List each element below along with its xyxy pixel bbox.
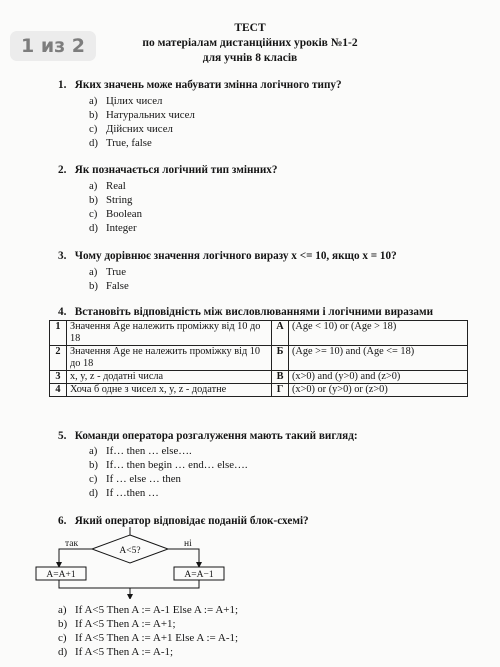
table-row xyxy=(50,321,468,346)
question-text: Як позначається логічний тип змінних? xyxy=(74,164,278,176)
expression-text: (x>0) or (y>0) or (z>0) xyxy=(289,384,468,397)
question-2-options xyxy=(89,179,142,235)
table-row xyxy=(50,371,468,384)
option-d: d) Integer xyxy=(89,222,137,234)
question-2 xyxy=(58,164,278,176)
question-text: Команди оператора розгалуження мають такий вигляд: xyxy=(74,430,358,442)
flowchart xyxy=(22,527,232,599)
question-text: Чому дорівнює значення логічного виразу x <= 10, якщо x = 10? xyxy=(74,250,397,262)
expression-text: (Age >= 10) and (Age <= 18) xyxy=(289,346,468,371)
option-d: d) True, false xyxy=(89,137,152,149)
statement-text: Значення Age не належить проміжку від 10 до 18 xyxy=(67,346,272,371)
option-b: b) If… then begin … end… else…. xyxy=(89,459,248,471)
question-1 xyxy=(58,79,342,91)
question-6 xyxy=(58,515,309,527)
question-3-options xyxy=(89,265,129,293)
table-row xyxy=(50,384,468,397)
question-number: 6. xyxy=(58,515,67,527)
question-text: Який оператор відповідає поданій блок-схемі? xyxy=(74,515,309,527)
question-5 xyxy=(58,430,358,442)
expression-text: (x>0) and (y>0) and (z>0) xyxy=(289,371,468,384)
question-5-options xyxy=(89,444,248,500)
option-b: b) String xyxy=(89,194,133,206)
merge-line xyxy=(59,580,199,588)
yes-label: так xyxy=(65,539,79,549)
statement-text: x, y, z - додатні числа xyxy=(67,371,272,384)
statement-number: 3 xyxy=(50,371,67,384)
test-subtitle: по матеріалам дистанційних уроків №1-2 xyxy=(142,37,358,49)
question-1-options xyxy=(89,94,195,150)
expression-letter: В xyxy=(272,371,289,384)
option-c: c) Boolean xyxy=(89,208,142,220)
option-b: b) Натуральних чисел xyxy=(89,109,195,121)
question-number: 1. xyxy=(58,79,67,91)
question-number: 2. xyxy=(58,164,67,176)
table-row xyxy=(50,346,468,371)
condition-label: A<5? xyxy=(119,546,141,556)
no-branch-line xyxy=(168,549,199,565)
statement-text: Значення Age належить проміжку від 10 до 18 xyxy=(67,321,272,346)
option-a: a) Цілих чисел xyxy=(89,95,163,107)
question-number: 4. xyxy=(58,306,67,318)
yes-branch-line xyxy=(59,549,92,565)
option-d: d) If …then … xyxy=(89,487,159,499)
option-d: d) If A<5 Then A := A-1; xyxy=(58,646,174,658)
expression-letter: Б xyxy=(272,346,289,371)
option-c: c) Дійсних чисел xyxy=(89,123,173,135)
option-b: b) If A<5 Then A := A+1; xyxy=(58,618,176,630)
question-number: 5. xyxy=(58,430,67,442)
option-a: a) If… then … else…. xyxy=(89,445,192,457)
question-4 xyxy=(58,306,433,318)
option-a: a) Real xyxy=(89,180,126,192)
matching-table xyxy=(49,320,468,397)
question-3 xyxy=(58,250,397,262)
option-a: a) True xyxy=(89,266,127,278)
expression-letter: Г xyxy=(272,384,289,397)
statement-number: 2 xyxy=(50,346,67,371)
expression-text: (Age < 10) or (Age > 18) xyxy=(289,321,468,346)
no-label: ні xyxy=(184,539,192,549)
option-c: c) If … else … then xyxy=(89,473,181,485)
expression-letter: А xyxy=(272,321,289,346)
option-b: b) False xyxy=(89,280,129,292)
question-text: Встановіть відповідність між висловлюваннями і логічними виразами xyxy=(74,306,434,318)
left-action-label: A=A+1 xyxy=(46,570,76,580)
page-counter-badge: 1 из 2 xyxy=(10,31,96,61)
option-a: a) If A<5 Then A := A-1 Else A := A+1; xyxy=(58,604,239,616)
statement-number: 1 xyxy=(50,321,67,346)
right-action-label: A=A−1 xyxy=(184,570,214,580)
statement-text: Хоча б одне з чисел x, y, z - додатне xyxy=(67,384,272,397)
statement-number: 4 xyxy=(50,384,67,397)
test-audience: для учнів 8 класів xyxy=(202,52,298,64)
question-text: Яких значень може набувати змінна логічного типу? xyxy=(74,79,342,91)
question-6-options xyxy=(58,603,238,659)
test-title: ТЕСТ xyxy=(234,22,266,34)
option-c: c) If A<5 Then A := A+1 Else A := A-1; xyxy=(58,632,239,644)
question-number: 3. xyxy=(58,250,67,262)
